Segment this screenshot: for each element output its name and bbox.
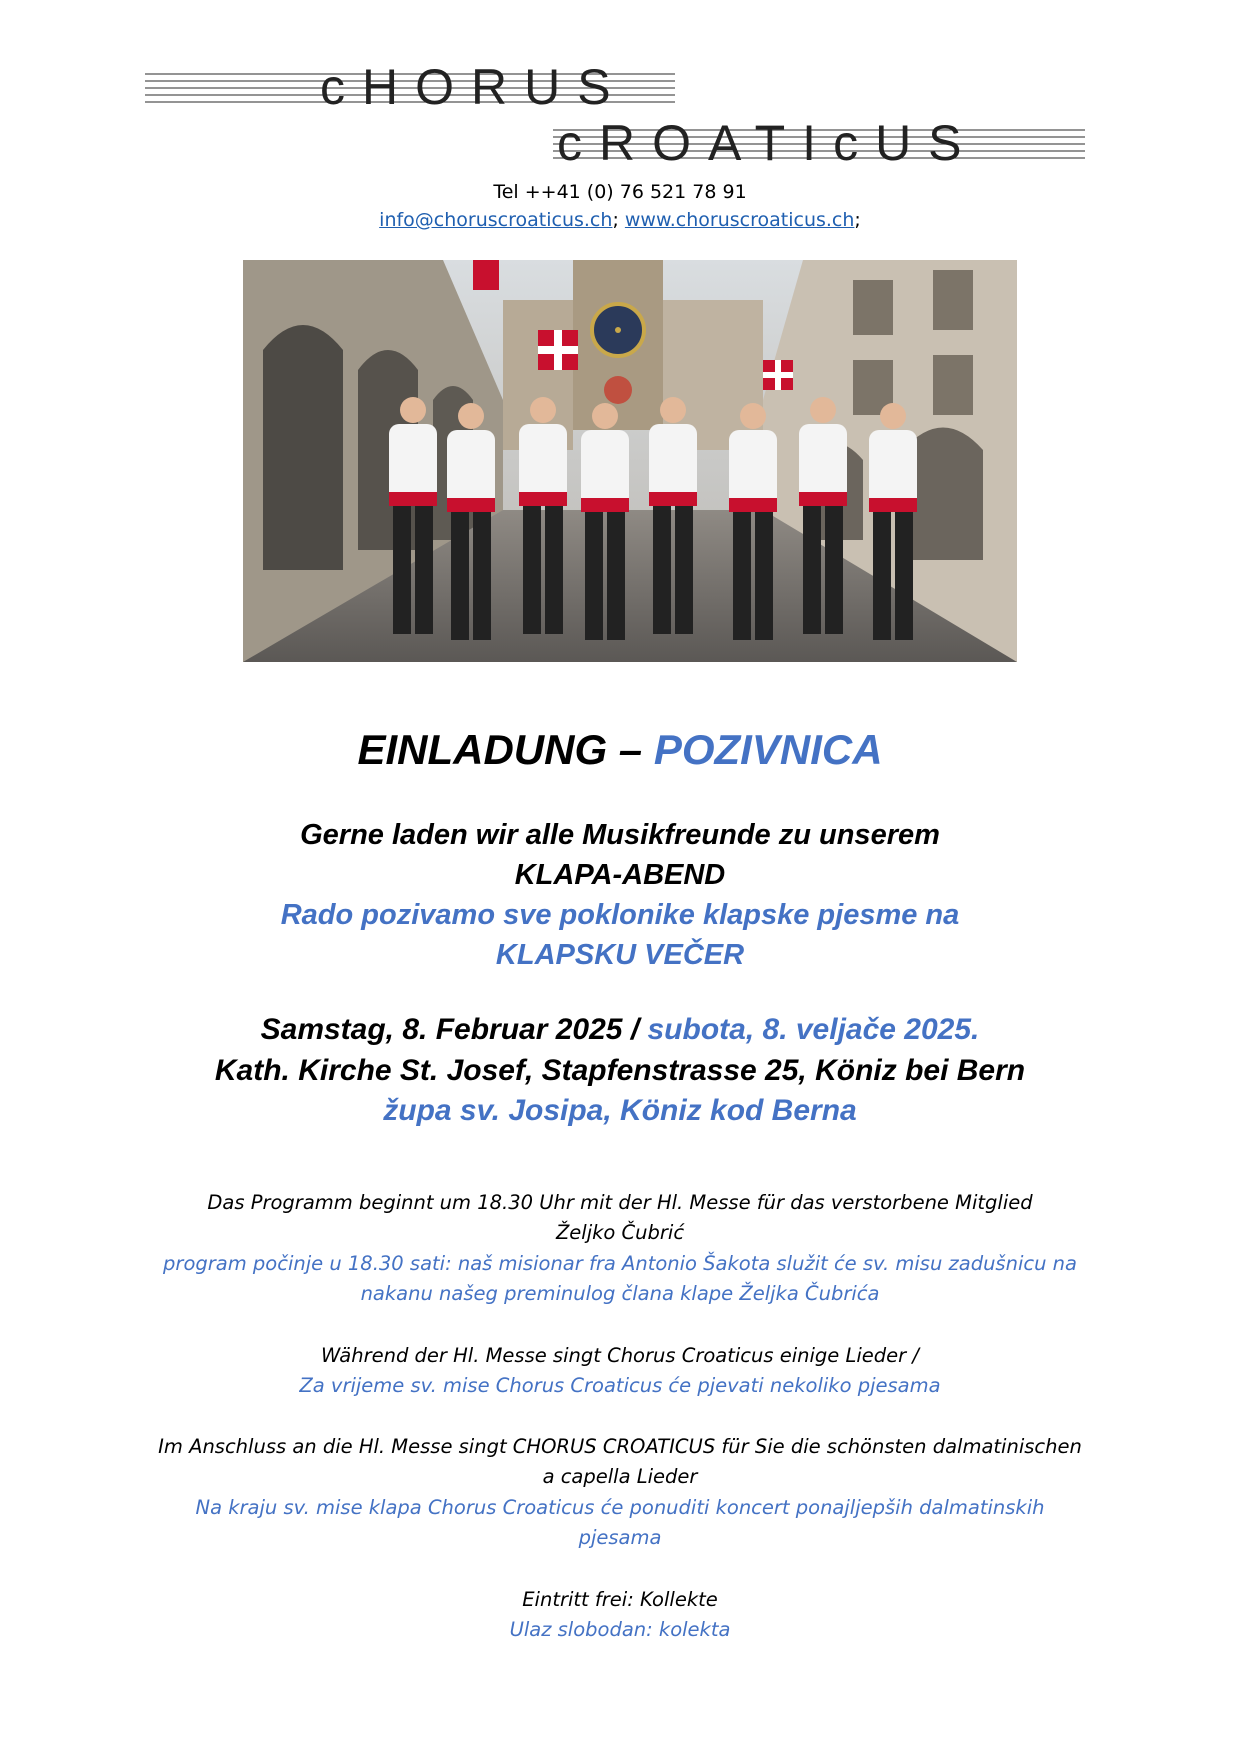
email-link[interactable]: info@choruscroaticus.ch (379, 209, 613, 231)
logo-line-croaticus: cROATIcUS (557, 115, 979, 170)
headline-hr: POZIVNICA (653, 726, 883, 773)
chorus-croaticus-logo (145, 58, 1090, 170)
contact-web-line (0, 206, 1240, 234)
program-3-hr-line-2: pjesama (578, 1526, 662, 1549)
contact-phone: Tel ++41 (0) 76 521 78 91 (493, 181, 747, 203)
logo-line-chorus: cHORUS (320, 59, 628, 115)
event-date-separator: / (622, 1013, 648, 1046)
intro-de-line-2: KLAPA-ABEND (514, 859, 726, 891)
headline-dash: – (607, 726, 654, 773)
program-4-de: Eintritt frei: Kollekte (522, 1588, 718, 1611)
program-3-hr-line-1: Na kraju sv. mise klapa Chorus Croaticus će ponuditi koncert ponajljepših dalmatinskih (195, 1496, 1045, 1519)
program-1-hr-line-1: program počinje u 18.30 sati: naš misionar fra Antonio Šakota služit će sv. misu zadušnicu na (163, 1252, 1077, 1275)
intro-de-line-1: Gerne laden wir alle Musikfreunde zu unserem (300, 819, 940, 851)
program-2-de: Während der Hl. Messe singt Chorus Croaticus einige Lieder / (321, 1344, 919, 1367)
event-place-de: Kath. Kirche St. Josef, Stapfenstrasse 25, Köniz bei Bern (214, 1054, 1026, 1087)
event-date (0, 1010, 1240, 1050)
program-2-hr: Za vrijeme sv. mise Chorus Croaticus će pjevati nekoliko pjesama (299, 1374, 941, 1397)
event-place-hr: župa sv. Josipa, Köniz kod Berna (383, 1094, 857, 1127)
website-link[interactable]: www.choruscroaticus.ch (624, 209, 855, 231)
program-3-de-line-2: a capella Lieder (542, 1465, 698, 1488)
program-1-de-line-1: Das Programm beginnt um 18.30 Uhr mit der Hl. Messe für das verstorbene Mitglied (207, 1191, 1033, 1214)
event-date-de: Samstag, 8. Februar 2025 (260, 1013, 623, 1046)
program-1-de-line-2: Željko Čubrić (555, 1221, 685, 1244)
contact-separator: ; (612, 209, 625, 231)
intro-hr-line-2: KLAPSKU VEČER (495, 939, 745, 971)
program-4-hr: Ulaz slobodan: kolekta (509, 1618, 731, 1641)
program-1-hr-line-2: nakanu našeg preminulog člana klape Željka Čubrića (360, 1282, 880, 1305)
contact-separator-end: ; (854, 209, 861, 231)
headline-de: EINLADUNG (357, 726, 608, 773)
program-3-de-line-1: Im Anschluss an die Hl. Messe singt CHORUS CROATICUS für Sie die schönsten dalmatinischen (158, 1435, 1082, 1458)
event-date-hr: subota, 8. veljače 2025. (647, 1013, 980, 1046)
choir-photo (243, 260, 1017, 662)
headline (0, 722, 1240, 778)
intro-hr-line-1: Rado pozivamo sve poklonike klapske pjesme na (280, 899, 960, 931)
